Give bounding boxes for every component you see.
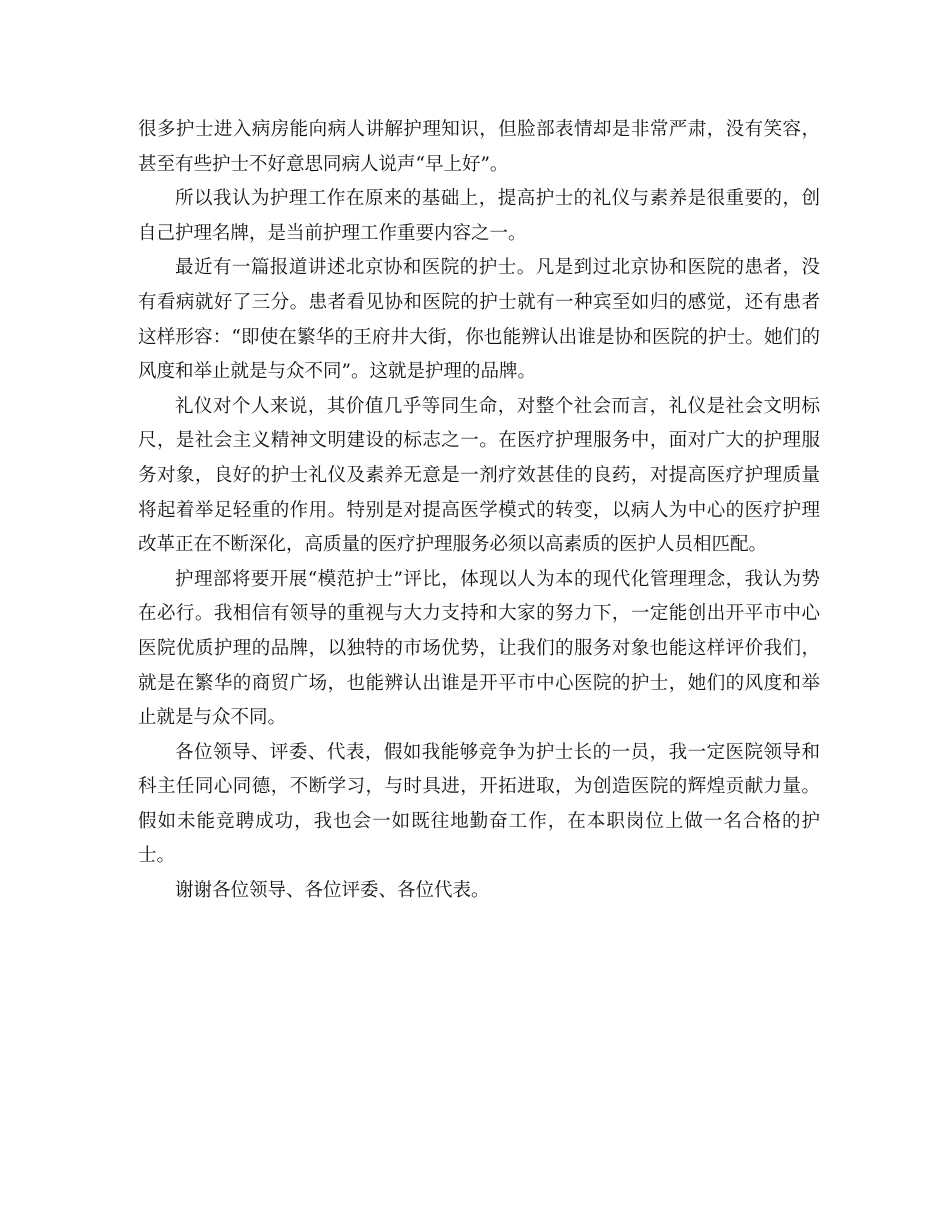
paragraph-continuation: 很多护士进入病房能向病人讲解护理知识，但脸部表情却是非常严肃，没有笑容，甚至有些护士不好意思同病人说声“早上好”。 (138, 119, 820, 175)
document-body (138, 113, 820, 909)
paragraph-care-brand: 所以我认为护理工作在原来的基础上，提高护士的礼仪与素养是很重要的，创自己护理名牌，是当前护理工作重要内容之一。 (138, 188, 820, 244)
paragraph-thanks: 谢谢各位领导、各位评委、各位代表。 (175, 880, 490, 902)
paragraph-model-nurse: 护理部将要开展“模范护士”评比，体现以人为本的现代化管理理念，我认为势在必行。我相信有领导的重视与大力支持和大家的努力下，一定能创出开平市中心医院优质护理的品牌，以独特的市场优势，让我们的服务对象也能这样评价我们，就是在繁华的商贸广场，也能辨认出谁是开平市中心医院的护士，她们的风度和举止就是与众不同。 (138, 568, 820, 729)
paragraph-pledge: 各位领导、评委、代表，假如我能够竞争为护士长的一员，我一定医院领导和科主任同心同德，不断学习，与时具进，开拓进取，为创造医院的辉煌贡献力量。假如未能竞聘成功，我也会一如既往地勤奋工作，在本职岗位上做一名合格的护士。 (138, 741, 820, 867)
paragraph-peking-union-report: 最近有一篇报道讲述北京协和医院的护士。凡是到过北京协和医院的患者，没有看病就好了三分。患者看见协和医院的护士就有一种宾至如归的感觉，还有患者这样形容：“即使在繁华的王府井大街，你也能辨认出谁是协和医院的护士。她们的风度和举止就是与众不同”。这就是护理的品牌。 (138, 257, 820, 383)
paragraph-etiquette-value: 礼仪对个人来说，其价值几乎等同生命，对整个社会而言，礼仪是社会文明标尺，是社会主义精神文明建设的标志之一。在医疗护理服务中，面对广大的护理服务对象，良好的护士礼仪及素养无意是一剂疗效甚佳的良药，对提高医疗护理质量将起着举足轻重的作用。特别是对提高医学模式的转变，以病人为中心的医疗护理改革正在不断深化，高质量的医疗护理服务必须以高素质的医护人员相匹配。 (138, 395, 820, 556)
